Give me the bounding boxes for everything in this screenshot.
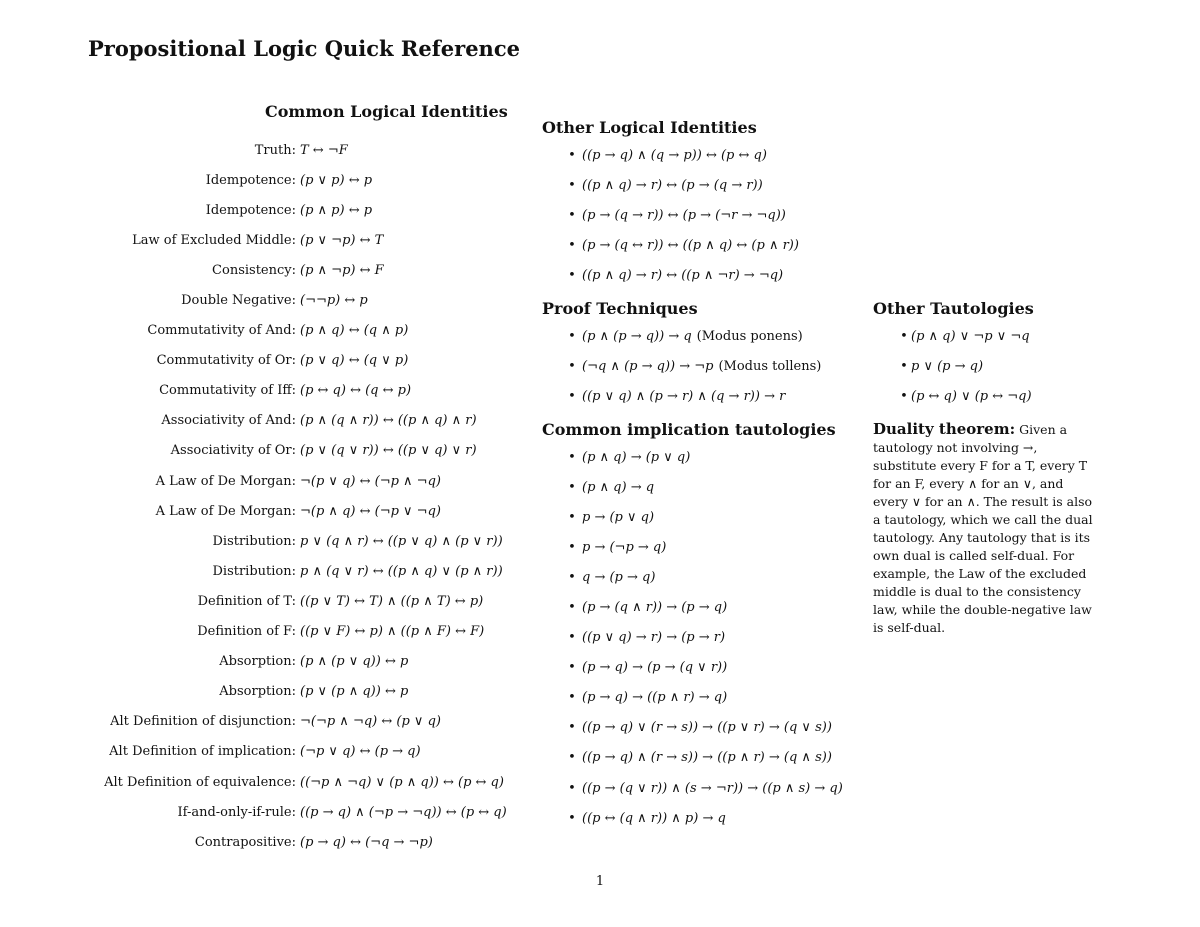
identity-label: Distribution: bbox=[212, 563, 296, 579]
formula: (p ↔ q) ∨ (p ↔ ¬q) bbox=[911, 388, 1032, 404]
identity-formula: (p ∧ p) ↔ p bbox=[300, 202, 373, 218]
bullet-icon: • bbox=[568, 780, 576, 796]
formula: ((p → q) ∧ (q → p)) ↔ (p ↔ q) bbox=[582, 147, 767, 163]
identity-label: Absorption: bbox=[219, 654, 296, 670]
identity-formula: (p ∨ q) ↔ (q ∨ p) bbox=[300, 353, 409, 369]
bullet-icon: • bbox=[568, 600, 576, 616]
identity-formula: (p ∧ q) ↔ (q ∧ p) bbox=[300, 323, 409, 339]
formula-note: (Modus ponens) bbox=[696, 328, 803, 344]
proof-techniques-section bbox=[542, 299, 872, 411]
identity-row bbox=[90, 737, 530, 767]
bullet-icon: • bbox=[568, 388, 576, 404]
formula: ((p ∧ q) → r) ↔ (p → (q → r)) bbox=[582, 177, 763, 193]
list-item bbox=[542, 502, 872, 532]
list-item bbox=[542, 592, 872, 622]
identity-formula: (¬¬p) ↔ p bbox=[300, 293, 368, 309]
identity-formula: (p ∧ ¬p) ↔ F bbox=[300, 262, 384, 278]
list-item bbox=[542, 260, 872, 290]
identity-formula: (p ↔ q) ↔ (q ↔ p) bbox=[300, 383, 412, 399]
formula: (p → q) → (p → (q ∨ r)) bbox=[582, 660, 728, 676]
formula: (¬q ∧ (p → q)) → ¬p bbox=[582, 358, 714, 374]
bullet-icon: • bbox=[568, 147, 576, 163]
list-item bbox=[542, 803, 872, 833]
identity-label: A Law of De Morgan: bbox=[155, 503, 296, 519]
list-item bbox=[873, 321, 1098, 351]
other-tautologies-list bbox=[873, 321, 1098, 411]
identity-row bbox=[90, 797, 530, 827]
identity-formula: (¬p ∨ q) ↔ (p → q) bbox=[300, 744, 421, 760]
formula: (p → (q ∧ r)) → (p → q) bbox=[582, 600, 728, 616]
list-item bbox=[542, 381, 872, 411]
list-item bbox=[542, 230, 872, 260]
formula: (p ∧ q) → (p ∨ q) bbox=[582, 449, 691, 465]
identity-row bbox=[90, 767, 530, 797]
identity-row bbox=[90, 827, 530, 857]
identity-label: Commutativity of Iff: bbox=[159, 383, 296, 399]
identity-formula: (p ∧ (p ∨ q)) ↔ p bbox=[300, 654, 409, 670]
identity-label: Truth: bbox=[254, 142, 296, 158]
identity-formula: ¬(¬p ∧ ¬q) ↔ (p ∨ q) bbox=[300, 714, 441, 730]
list-item bbox=[542, 623, 872, 653]
identity-formula: ((p ∨ F) ↔ p) ∧ ((p ∧ F) ↔ F) bbox=[300, 624, 485, 640]
bullet-icon: • bbox=[568, 479, 576, 495]
list-item bbox=[542, 743, 872, 773]
list-item bbox=[542, 140, 872, 170]
formula: (p ∧ q) → q bbox=[582, 479, 655, 495]
list-item bbox=[542, 653, 872, 683]
page-number: 1 bbox=[595, 874, 605, 889]
identity-label: Idempotence: bbox=[205, 202, 296, 218]
identity-formula: (p ∨ p) ↔ p bbox=[300, 172, 373, 188]
identity-formula: (p → q) ↔ (¬q → ¬p) bbox=[300, 834, 433, 850]
identity-row bbox=[90, 556, 530, 586]
identity-label: Consistency: bbox=[212, 262, 296, 278]
list-item bbox=[542, 773, 872, 803]
identity-label: Idempotence: bbox=[205, 172, 296, 188]
identity-label: Law of Excluded Middle: bbox=[132, 232, 296, 248]
bullet-icon: • bbox=[568, 358, 576, 374]
bullet-icon: • bbox=[568, 509, 576, 525]
identity-formula: (p ∧ (q ∧ r)) ↔ ((p ∧ q) ∧ r) bbox=[300, 413, 477, 429]
list-item bbox=[542, 351, 872, 381]
formula: ((p → q) ∧ (r → s)) → ((p ∧ r) → (q ∧ s)) bbox=[582, 750, 832, 766]
formula: p → (¬p → q) bbox=[582, 539, 667, 555]
bullet-icon: • bbox=[568, 750, 576, 766]
bullet-icon: • bbox=[900, 328, 908, 344]
identity-row bbox=[90, 285, 530, 315]
page-title: Propositional Logic Quick Reference bbox=[88, 36, 520, 61]
formula: ((p → (q ∨ r)) ∧ (s → ¬r)) → ((p ∧ s) → q) bbox=[582, 780, 843, 796]
identity-row bbox=[90, 617, 530, 647]
bullet-icon: • bbox=[568, 539, 576, 555]
bullet-icon: • bbox=[568, 207, 576, 223]
bullet-icon: • bbox=[568, 720, 576, 736]
identity-label: Contrapositive: bbox=[194, 834, 296, 850]
other-identities-list bbox=[542, 140, 872, 290]
formula: p → (p ∨ q) bbox=[582, 509, 655, 525]
identity-formula: (p ∨ (q ∨ r)) ↔ ((p ∨ q) ∨ r) bbox=[300, 443, 477, 459]
formula: (p → q) → ((p ∧ r) → q) bbox=[582, 690, 728, 706]
identity-label: A Law of De Morgan: bbox=[155, 473, 296, 489]
identity-label: If-and-only-if-rule: bbox=[177, 804, 296, 820]
identity-row bbox=[90, 466, 530, 496]
bullet-icon: • bbox=[900, 388, 908, 404]
list-item bbox=[873, 381, 1098, 411]
bullet-icon: • bbox=[900, 358, 908, 374]
identity-label: Definition of T: bbox=[197, 593, 296, 609]
formula: (p → (q ↔ r)) ↔ ((p ∧ q) ↔ (p ∧ r)) bbox=[582, 237, 799, 253]
bullet-icon: • bbox=[568, 237, 576, 253]
identity-row bbox=[90, 165, 530, 195]
identity-label: Alt Definition of disjunction: bbox=[110, 714, 296, 730]
identity-row bbox=[90, 647, 530, 677]
identity-formula: p ∨ (q ∧ r) ↔ ((p ∨ q) ∧ (p ∨ r)) bbox=[300, 533, 503, 549]
identity-row bbox=[90, 195, 530, 225]
identity-formula: ((¬p ∧ ¬q) ∨ (p ∧ q)) ↔ (p ↔ q) bbox=[300, 774, 504, 790]
identity-label: Double Negative: bbox=[181, 293, 296, 309]
identity-formula: ¬(p ∨ q) ↔ (¬p ∧ ¬q) bbox=[300, 473, 441, 489]
list-item bbox=[542, 170, 872, 200]
other-tautologies-section bbox=[873, 299, 1098, 411]
list-item bbox=[542, 200, 872, 230]
identity-row bbox=[90, 526, 530, 556]
other-tautologies-heading: Other Tautologies bbox=[873, 299, 1034, 318]
bullet-icon: • bbox=[568, 569, 576, 585]
identity-label: Commutativity of And: bbox=[147, 323, 296, 339]
bullet-icon: • bbox=[568, 177, 576, 193]
proof-techniques-heading: Proof Techniques bbox=[542, 299, 698, 318]
implication-tautologies-section bbox=[542, 420, 872, 833]
identity-row bbox=[90, 707, 530, 737]
formula: (p ∧ (p → q)) → q bbox=[582, 328, 692, 344]
identity-row bbox=[90, 255, 530, 285]
identity-row bbox=[90, 406, 530, 436]
identity-row bbox=[90, 376, 530, 406]
list-item bbox=[542, 713, 872, 743]
identity-row bbox=[90, 677, 530, 707]
formula: p ∨ (p → q) bbox=[911, 358, 984, 374]
identity-row bbox=[90, 225, 530, 255]
identity-label: Alt Definition of equivalence: bbox=[104, 774, 296, 790]
formula-note: (Modus tollens) bbox=[718, 358, 822, 374]
duality-heading: Duality theorem: bbox=[873, 420, 1016, 438]
list-item bbox=[542, 532, 872, 562]
formula: ((p ∨ q) → r) → (p → r) bbox=[582, 630, 726, 646]
implication-tautologies-list bbox=[542, 442, 872, 833]
formula: (p ∧ q) ∨ ¬p ∨ ¬q bbox=[911, 328, 1030, 344]
formula: ((p → q) ∨ (r → s)) → ((p ∨ r) → (q ∨ s)) bbox=[582, 720, 832, 736]
duality-text: Given a tautology not involving →, substitute every F for a T, every T for an F, every ∧ for an ∨, and every ∨ for an ∧. The result is also a tautology, which we call the dual tautology. Any tautology that is its own dual is called self-dual. For example, the Law of the excluded middle is dual to the consistency law, while the double-negative law is self-dual. bbox=[873, 422, 1093, 635]
formula: q → (p → q) bbox=[582, 569, 656, 585]
identity-label: Distribution: bbox=[212, 533, 296, 549]
proof-techniques-list bbox=[542, 321, 872, 411]
other-identities-heading: Other Logical Identities bbox=[542, 118, 757, 137]
formula: ((p ∨ q) ∧ (p → r) ∧ (q → r)) → r bbox=[582, 388, 786, 404]
bullet-icon: • bbox=[568, 810, 576, 826]
bullet-icon: • bbox=[568, 660, 576, 676]
identity-row bbox=[90, 586, 530, 616]
bullet-icon: • bbox=[568, 690, 576, 706]
identity-formula: ((p ∨ T) ↔ T) ∧ ((p ∧ T) ↔ p) bbox=[300, 593, 484, 609]
list-item bbox=[873, 351, 1098, 381]
identity-label: Associativity of Or: bbox=[170, 443, 296, 459]
identity-label: Alt Definition of implication: bbox=[109, 744, 296, 760]
other-identities-section bbox=[542, 118, 872, 290]
identity-row bbox=[90, 346, 530, 376]
identity-label: Commutativity of Or: bbox=[156, 353, 296, 369]
bullet-icon: • bbox=[568, 630, 576, 646]
identity-formula: (p ∨ ¬p) ↔ T bbox=[300, 232, 384, 248]
common-identities-list bbox=[90, 135, 530, 857]
bullet-icon: • bbox=[568, 449, 576, 465]
bullet-icon: • bbox=[568, 267, 576, 283]
common-identities-heading: Common Logical Identities bbox=[265, 102, 508, 121]
identity-formula: T ↔ ¬F bbox=[300, 142, 348, 158]
formula: (p → (q → r)) ↔ (p → (¬r → ¬q)) bbox=[582, 207, 786, 223]
identity-formula: (p ∨ (p ∧ q)) ↔ p bbox=[300, 684, 409, 700]
list-item bbox=[542, 321, 872, 351]
bullet-icon: • bbox=[568, 328, 576, 344]
formula: ((p ∧ q) → r) ↔ ((p ∧ ¬r) → ¬q) bbox=[582, 267, 784, 283]
list-item bbox=[542, 472, 872, 502]
identity-formula: ((p → q) ∧ (¬p → ¬q)) ↔ (p ↔ q) bbox=[300, 804, 507, 820]
duality-theorem bbox=[873, 420, 1098, 637]
implication-tautologies-heading: Common implication tautologies bbox=[542, 420, 836, 439]
identity-row bbox=[90, 316, 530, 346]
identity-row bbox=[90, 436, 530, 466]
formula: ((p ↔ (q ∧ r)) ∧ p) → q bbox=[582, 810, 726, 826]
list-item bbox=[542, 683, 872, 713]
identity-label: Associativity of And: bbox=[161, 413, 296, 429]
identity-label: Definition of F: bbox=[197, 624, 296, 640]
identity-label: Absorption: bbox=[219, 684, 296, 700]
identity-row bbox=[90, 496, 530, 526]
identity-formula: ¬(p ∧ q) ↔ (¬p ∨ ¬q) bbox=[300, 503, 441, 519]
identity-row bbox=[90, 135, 530, 165]
identity-formula: p ∧ (q ∨ r) ↔ ((p ∧ q) ∨ (p ∧ r)) bbox=[300, 563, 503, 579]
list-item bbox=[542, 442, 872, 472]
list-item bbox=[542, 562, 872, 592]
